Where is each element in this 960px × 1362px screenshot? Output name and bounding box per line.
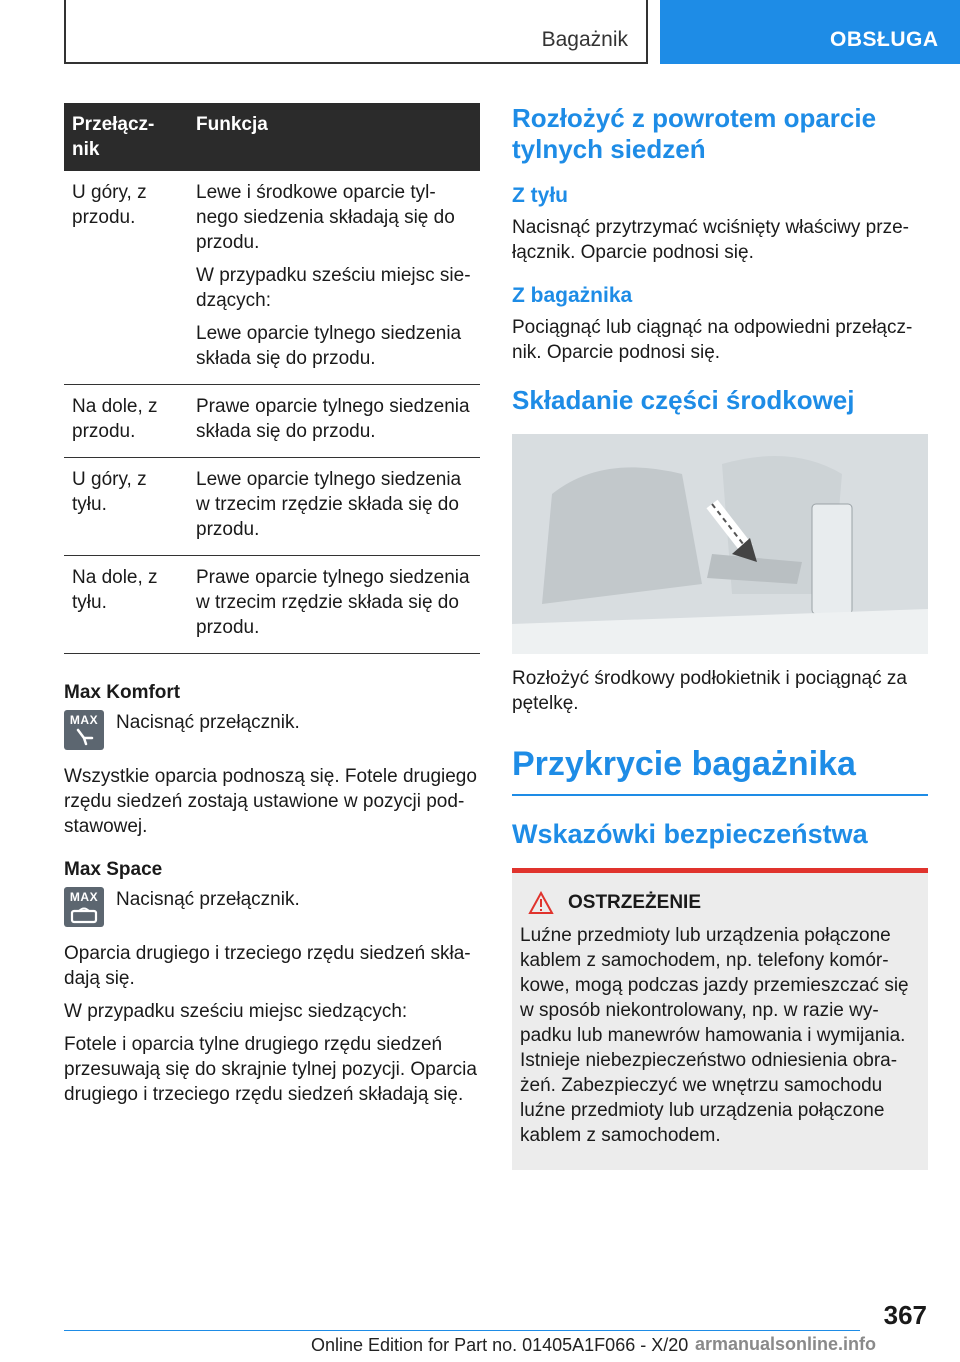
trunk-text: Pociągnąć lub ciągnąć na odpowiedni przełącz-nik. Oparcie podnosi się. bbox=[512, 317, 913, 363]
warning-title: OSTRZEŻENIE bbox=[568, 892, 702, 913]
right-column bbox=[512, 103, 928, 1170]
max-space-row bbox=[64, 887, 480, 927]
table-row bbox=[64, 171, 480, 385]
table-cell-function bbox=[188, 556, 480, 654]
page-number: 367 bbox=[883, 1300, 927, 1330]
switch-function-table bbox=[64, 103, 480, 654]
max-komfort-action: Nacisnąć przełącznik. bbox=[116, 712, 300, 733]
max-space-text-2: W przypadku sześciu miejsc siedzących: bbox=[64, 1001, 408, 1022]
max-komfort-title: Max Komfort bbox=[64, 682, 181, 703]
armrest-illustration bbox=[512, 434, 928, 654]
header-chapter-tab[interactable] bbox=[660, 0, 960, 64]
warning-triangle-icon bbox=[528, 891, 554, 915]
max-space-text-3: Fotele i oparcia tylne drugiego rzędu siedzeń przesuwają się do skrajnie tylnej pozycji. Oparcia drugiego i trzeciego rzędu siedzeń składają się. bbox=[64, 1034, 477, 1105]
table-row bbox=[64, 556, 480, 654]
function-text: Lewe oparcie tylnego siedzenia w trzecim rzędzie składa się do przodu. bbox=[196, 469, 462, 540]
left-column bbox=[64, 103, 480, 1107]
max-space-title: Max Space bbox=[64, 859, 163, 880]
table-header-function: Funkcja bbox=[188, 103, 480, 171]
max-komfort-icon: MAX bbox=[64, 710, 104, 750]
cargo-icon bbox=[64, 887, 104, 927]
footer-edition: Online Edition for Part no. 01405A1F066 - X/20 bbox=[311, 1335, 689, 1355]
table-cell-function bbox=[188, 171, 480, 385]
max-space-text-1: Oparcia drugiego i trzeciego rzędu siedzeń skła-dają się. bbox=[64, 943, 471, 989]
footer-rule bbox=[64, 1330, 860, 1331]
armrest-photo bbox=[512, 434, 928, 654]
max-space-icon: MAX bbox=[64, 887, 104, 927]
footer-watermark: armanualsonline.info bbox=[695, 1334, 877, 1354]
warning-box bbox=[512, 868, 928, 1170]
max-komfort-text: Wszystkie oparcia podnoszą się. Fotele drugiego rzędu siedzeń zostają ustawione w pozycji pod-stawowej. bbox=[64, 766, 477, 837]
function-text: Prawe oparcie tylnego siedzenia składa się do przodu. bbox=[196, 396, 470, 442]
trunk-title: Z bagażnika bbox=[512, 284, 633, 307]
function-text: W przypadku sześciu miejsc sie-dzących: bbox=[196, 265, 471, 311]
header-section-title: Bagażnik bbox=[541, 28, 628, 51]
rear-title: Z tyłu bbox=[512, 184, 568, 207]
function-text: Lewe oparcie tylnego siedzenia składa się do przodu. bbox=[196, 323, 462, 369]
seat-icon bbox=[64, 710, 104, 750]
middle-title: Składanie części środkowej bbox=[512, 385, 855, 415]
table-header-row bbox=[64, 103, 480, 171]
table-cell-function bbox=[188, 458, 480, 556]
table-cell-switch: U góry, z tyłu. bbox=[64, 458, 188, 556]
max-space-action: Nacisnąć przełącznik. bbox=[116, 889, 300, 910]
warning-text: Luźne przedmioty lub urządzenia połączone kablem z samochodem, np. telefony komór-kowe, mogą podczas jazdy przemieszczać się w sposób niekontrolowany, np. w razie wy-padku lub manewrów hamowania i wymijania. Istnieje niebezpieczeństwo odniesienia obra-żeń. Zabezpieczyć we wnętrzu samochodu luźne przedmioty lub urządzenia połączone kablem z samochodem. bbox=[520, 925, 909, 1146]
safety-title: Wskazówki bezpieczeństwa bbox=[512, 819, 868, 849]
header-chapter-label: OBSŁUGA bbox=[830, 28, 939, 51]
table-row bbox=[64, 385, 480, 458]
table-cell-switch: Na dole, z tyłu. bbox=[64, 556, 188, 654]
table-header-switch: Przełącz-nik bbox=[64, 103, 188, 171]
function-text: Prawe oparcie tylnego siedzenia w trzecim rzędzie składa się do przodu. bbox=[196, 567, 470, 638]
rear-text: Nacisnąć przytrzymać wciśnięty właściwy prze-łącznik. Oparcie podnosi się. bbox=[512, 217, 909, 263]
table-row bbox=[64, 458, 480, 556]
function-text: Lewe i środkowe oparcie tyl-nego siedzenia składają się do przodu. bbox=[196, 182, 455, 253]
fold-back-title: Rozłożyć z powrotem oparcie tylnych siedzeń bbox=[512, 103, 877, 164]
max-komfort-row bbox=[64, 710, 480, 750]
table-cell-switch: Na dole, z przodu. bbox=[64, 385, 188, 458]
warning-title-row bbox=[520, 891, 920, 915]
middle-caption: Rozłożyć środkowy podłokietnik i pociągnąć za pętelkę. bbox=[512, 668, 907, 714]
table-cell-function bbox=[188, 385, 480, 458]
table-cell-switch: U góry, z przodu. bbox=[64, 171, 188, 385]
cover-title: Przykrycie bagażnika bbox=[512, 745, 856, 783]
